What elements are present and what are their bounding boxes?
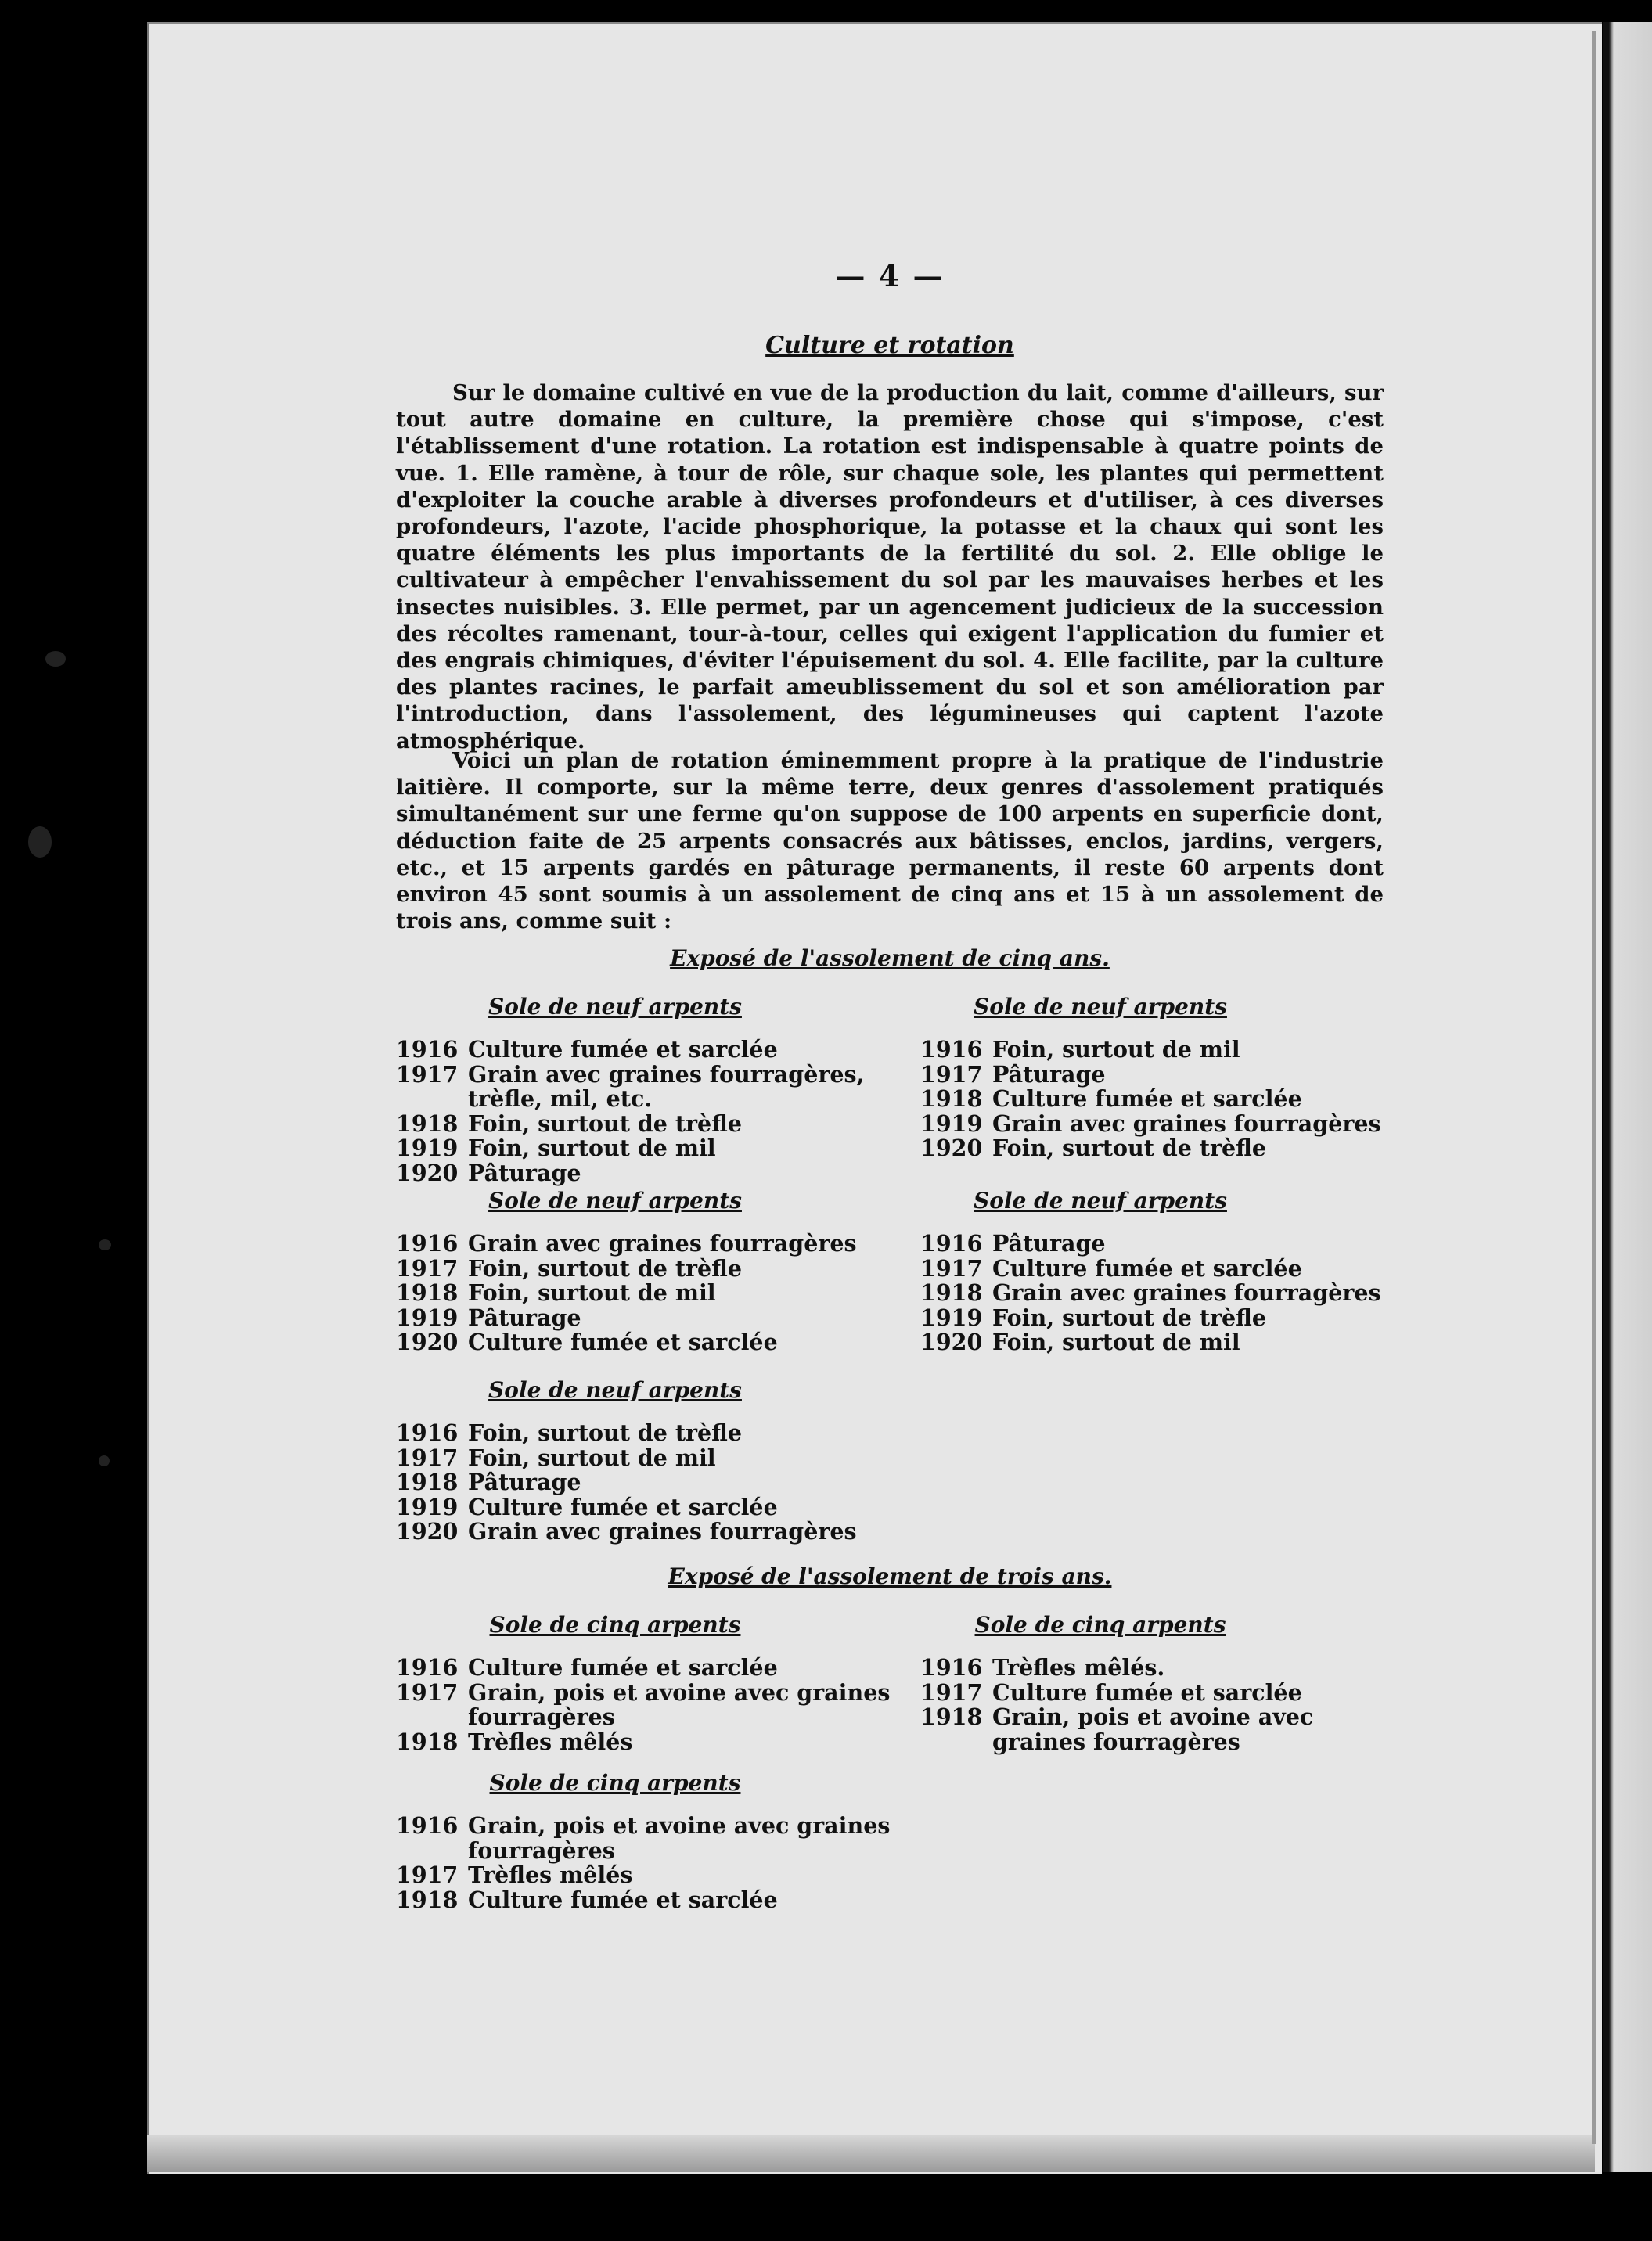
- sole-entries: [920, 1656, 1390, 1754]
- entry-year: 1917: [920, 1060, 983, 1088]
- rotation-entry: [396, 1495, 897, 1520]
- entry-year: 1920: [396, 1159, 459, 1186]
- page-fold-line: [1592, 31, 1596, 2144]
- rotation-entry: [396, 1814, 897, 1863]
- entry-year: 1918: [396, 1279, 459, 1306]
- entry-crop: Grain avec graines fourragères, trèfle, mil, etc.: [468, 1060, 865, 1112]
- intro-paragraph: Sur le domaine cultivé en vue de la production du lait, comme d'ailleurs, sur tout autre domaine en culture, la première chose qui s'impose, c'est l'établissement d'une rotation. La rotation est indispensable à quatre points de vue. 1. Elle ramène, à tour de rôle, sur chaque sole, les plantes qui permettent d'exploiter la couche arable à diverses profondeurs et d'utiliser, à ces diverses profondeurs, l'azote, l'acide phosphorique, la potasse et la chaux qui sont les quatre éléments les plus importants de la fertilité du sol. 2. Elle oblige le cultivateur à empêcher l'envahissement du sol par les mauvaises herbes et les insectes nuisibles. 3. Elle permet, par un agencement judicieux de la succession des récoltes ramenant, tour-à-tour, celles qui exigent l'application du fumier et des engrais chimiques, d'éviter l'épuisement du sol. 4. Elle facilite, par la culture des plantes racines, le parfait ameublissement du sol et son amélioration par l'introduction, dans l'assolement, des légumineuses qui captent l'azote atmosphérique.: [396, 380, 1384, 754]
- entry-crop: Trèfles mêlés.: [992, 1654, 1165, 1681]
- three-year-title: Exposé de l'assolement de trois ans.: [668, 1563, 1112, 1589]
- plan-paragraph: Voici un plan de rotation éminemment propre à la pratique de l'industrie laitière. Il comporte, sur la même terre, deux genres d'assolement pratiqués simultanément sur une ferme qu'on suppose de 100 arpents en superficie dont, déduction faite de 25 arpents consacrés aux bâtisses, enclos, jardins, vergers, etc., et 15 arpents gardés en pâturage permanents, il reste 60 arpents dont environ 45 sont soumis à un assolement de cinq ans et 15 à un assolement de trois ans, comme suit :: [396, 748, 1384, 934]
- entry-year: 1917: [396, 1254, 459, 1282]
- scan-speck: [28, 826, 52, 858]
- rotation-entry: [396, 1060, 897, 1112]
- scan-speck: [45, 651, 66, 667]
- rotation-entry: [920, 1705, 1390, 1754]
- entry-year: 1916: [920, 1036, 983, 1063]
- adjacent-page-edge: [1603, 22, 1652, 2172]
- sole-entries: [396, 1038, 897, 1185]
- entry-year: 1920: [396, 1518, 459, 1545]
- entry-crop: Grain, pois et avoine avec graines fourragères: [992, 1703, 1314, 1755]
- entry-crop: Culture fumée et sarclée: [468, 1886, 778, 1913]
- entry-year: 1917: [396, 1060, 459, 1088]
- sole-heading: Sole de neuf arpents: [974, 1188, 1227, 1214]
- entry-crop: Pâturage: [468, 1159, 581, 1186]
- entry-crop: Trèfles mêlés: [468, 1862, 633, 1888]
- rotation-entry: [920, 1087, 1390, 1112]
- entry-year: 1916: [920, 1230, 983, 1257]
- entry-crop: Grain avec graines fourragères: [468, 1518, 857, 1545]
- entry-year: 1916: [396, 1230, 459, 1257]
- entry-year: 1917: [920, 1254, 983, 1282]
- section-title: Culture et rotation: [765, 332, 1014, 359]
- entry-crop: Foin, surtout de trèfle: [468, 1254, 742, 1282]
- entry-year: 1917: [920, 1678, 983, 1706]
- rotation-entry: [920, 1136, 1390, 1161]
- entry-crop: Culture fumée et sarclée: [992, 1678, 1302, 1706]
- rotation-entry: [396, 1281, 897, 1306]
- rotation-entry: [396, 1730, 897, 1755]
- entry-year: 1917: [396, 1678, 459, 1706]
- entry-crop: Grain avec graines fourragères: [468, 1230, 857, 1257]
- rotation-entry: [920, 1254, 1390, 1282]
- scan-speck: [99, 1239, 111, 1250]
- entry-year: 1918: [396, 1110, 459, 1137]
- rotation-entry: [920, 1281, 1390, 1306]
- rotation-entry: [396, 1446, 897, 1471]
- rotation-entry: [396, 1136, 897, 1161]
- rotation-entry: [920, 1678, 1390, 1706]
- entry-crop: Foin, surtout de mil: [992, 1329, 1240, 1355]
- entry-year: 1916: [396, 1419, 459, 1446]
- rotation-entry: [396, 1306, 897, 1331]
- rotation-entry: [920, 1060, 1390, 1088]
- entry-crop: Grain, pois et avoine avec graines fourragères: [468, 1812, 891, 1864]
- sole-heading: Sole de cinq arpents: [489, 1770, 741, 1796]
- rotation-entry: [396, 1863, 897, 1888]
- rotation-entry: [396, 1888, 897, 1913]
- entry-crop: Culture fumée et sarclée: [468, 1493, 778, 1520]
- rotation-entry: [396, 1656, 897, 1681]
- page-number: — 4 —: [835, 258, 945, 293]
- entry-year: 1919: [396, 1493, 459, 1520]
- entry-year: 1916: [396, 1036, 459, 1063]
- rotation-entry: [396, 1038, 897, 1063]
- entry-year: 1918: [396, 1469, 459, 1495]
- entry-crop: Trèfles mêlés: [468, 1728, 633, 1755]
- entry-crop: Foin, surtout de mil: [468, 1279, 716, 1306]
- entry-crop: Pâturage: [468, 1304, 581, 1331]
- entry-crop: Foin, surtout de mil: [468, 1444, 716, 1471]
- entry-crop: Foin, surtout de trèfle: [468, 1110, 742, 1137]
- sole-heading: Sole de cinq arpents: [974, 1612, 1226, 1638]
- sole-entries: [920, 1038, 1390, 1161]
- entry-year: 1917: [396, 1444, 459, 1471]
- rotation-entry: [920, 1306, 1390, 1331]
- sole-heading: Sole de neuf arpents: [488, 1188, 742, 1214]
- sole-heading: Sole de neuf arpents: [974, 994, 1227, 1020]
- sole-heading: Sole de neuf arpents: [488, 1377, 742, 1403]
- entry-year: 1918: [920, 1703, 983, 1730]
- entry-crop: Culture fumée et sarclée: [468, 1329, 778, 1355]
- rotation-entry: [920, 1112, 1390, 1137]
- sole-entries: [396, 1421, 897, 1545]
- sole-entries: [396, 1232, 897, 1355]
- entry-crop: Pâturage: [468, 1469, 581, 1495]
- sole-entries: [396, 1656, 897, 1754]
- entry-year: 1919: [920, 1304, 983, 1331]
- scan-speck: [99, 1455, 110, 1466]
- entry-year: 1916: [396, 1812, 459, 1839]
- rotation-entry: [920, 1330, 1390, 1355]
- page-bottom-shadow: [147, 2135, 1595, 2172]
- entry-crop: Pâturage: [992, 1060, 1106, 1088]
- rotation-entry: [396, 1254, 897, 1282]
- rotation-entry: [396, 1520, 897, 1545]
- rotation-entry: [920, 1656, 1390, 1681]
- entry-crop: Culture fumée et sarclée: [468, 1036, 778, 1063]
- rotation-entry: [396, 1330, 897, 1355]
- entry-crop: Culture fumée et sarclée: [992, 1085, 1302, 1112]
- entry-year: 1918: [396, 1886, 459, 1913]
- entry-year: 1920: [920, 1135, 983, 1161]
- entry-crop: Foin, surtout de trèfle: [992, 1304, 1266, 1331]
- entry-crop: Foin, surtout de trèfle: [468, 1419, 742, 1446]
- five-year-title: Exposé de l'assolement de cinq ans.: [670, 945, 1110, 971]
- entry-year: 1919: [920, 1110, 983, 1137]
- entry-year: 1918: [920, 1085, 983, 1112]
- entry-year: 1916: [920, 1654, 983, 1681]
- entry-year: 1919: [396, 1304, 459, 1331]
- entry-crop: Pâturage: [992, 1230, 1106, 1257]
- entry-year: 1916: [396, 1654, 459, 1681]
- sole-heading: Sole de cinq arpents: [489, 1612, 741, 1638]
- entry-crop: Culture fumée et sarclée: [468, 1654, 778, 1681]
- entry-crop: Grain, pois et avoine avec graines fourragères: [468, 1678, 891, 1730]
- sole-entries: [920, 1232, 1390, 1355]
- entry-crop: Foin, surtout de mil: [992, 1036, 1240, 1063]
- rotation-entry: [396, 1421, 897, 1446]
- entry-crop: Foin, surtout de mil: [468, 1135, 716, 1161]
- rotation-entry: [396, 1161, 897, 1186]
- entry-year: 1919: [396, 1135, 459, 1161]
- sole-heading: Sole de neuf arpents: [488, 994, 742, 1020]
- rotation-entry: [396, 1232, 897, 1257]
- sole-entries: [396, 1814, 897, 1912]
- entry-crop: Grain avec graines fourragères: [992, 1279, 1381, 1306]
- entry-year: 1918: [396, 1728, 459, 1755]
- entry-year: 1918: [920, 1279, 983, 1306]
- entry-year: 1917: [396, 1862, 459, 1888]
- entry-crop: Culture fumée et sarclée: [992, 1254, 1302, 1282]
- entry-crop: Grain avec graines fourragères: [992, 1110, 1381, 1137]
- entry-crop: Foin, surtout de trèfle: [992, 1135, 1266, 1161]
- rotation-entry: [920, 1038, 1390, 1063]
- rotation-entry: [920, 1232, 1390, 1257]
- entry-year: 1920: [396, 1329, 459, 1355]
- entry-year: 1920: [920, 1329, 983, 1355]
- rotation-entry: [396, 1112, 897, 1137]
- rotation-entry: [396, 1678, 897, 1730]
- rotation-entry: [396, 1470, 897, 1495]
